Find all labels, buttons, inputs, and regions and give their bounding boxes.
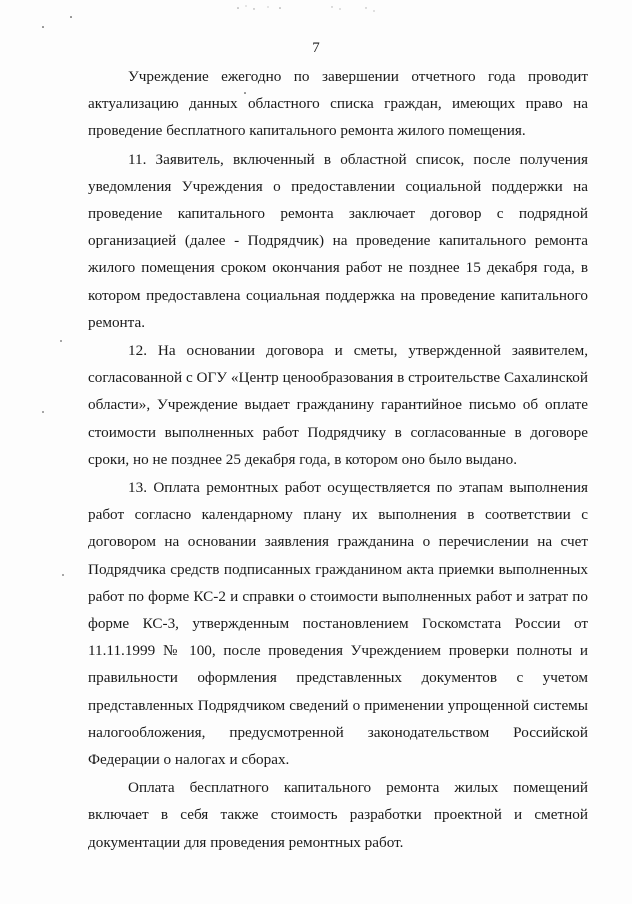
scan-artifact	[228, 2, 388, 14]
scan-speck	[42, 26, 44, 28]
paragraph-item-11: 11. Заявитель, включенный в областной список, после получения уведомления Учреждения о предоставлении социальной поддержки на проведение капитального ремонта заключает договор с подрядной организацией (далее - Подрядчик) на проведение капитального ремонта жилого помещения сроком окончания работ не позднее 15 декабря года, в котором предоставлена социальная поддержка на проведение капитального ремонта.	[88, 150, 588, 331]
scan-speck	[42, 411, 44, 413]
paragraph-item-13: 13. Оплата ремонтных работ осуществляется по этапам выполнения работ согласно календарному плану их выполнения в соответствии с договором на основании заявления гражданина о перечислении на счет Подрядчика средств подписанных гражданином акта приемки выполненных работ по форме КС-2 и справки о стоимости выполненных работ и затрат по форме КС-3, утвержденным постановлением Госкомстата России от 11.11.1999 № 100, после проведения Учреждением проверки полноты и правильности оформления представленных документов с учетом представленных Подрядчиком сведений о применении упрощенной системы налогообложения, предусмотренной законодательством Российской Федерации о налогах и сборах.	[88, 479, 588, 769]
scan-speck	[60, 340, 62, 342]
document-body	[88, 63, 588, 857]
scan-speck	[70, 16, 72, 18]
paragraph-annual-update: Учреждение ежегодно по завершении отчетного года проводит актуализацию данных областного списка граждан, имеющих право на проведение бесплатного капитального ремонта жилого помещения.	[88, 68, 588, 140]
page-number: 7	[312, 40, 320, 56]
scan-speck	[62, 574, 64, 576]
paragraph-payment-includes: Оплата бесплатного капитального ремонта жилых помещений включает в себя также стоимость разработки проектной и сметной документации для проведения ремонтных работ.	[88, 779, 588, 851]
paragraph-item-12: 12. На основании договора и сметы, утвержденной заявителем, согласованной с ОГУ «Центр ценообразования в строительстве Сахалинской области», Учреждение выдает гражданину гарантийное письмо об оплате стоимости выполненных работ Подрядчику в согласованные в договоре сроки, но не позднее 25 декабря года, в котором оно было выдано.	[88, 342, 588, 468]
